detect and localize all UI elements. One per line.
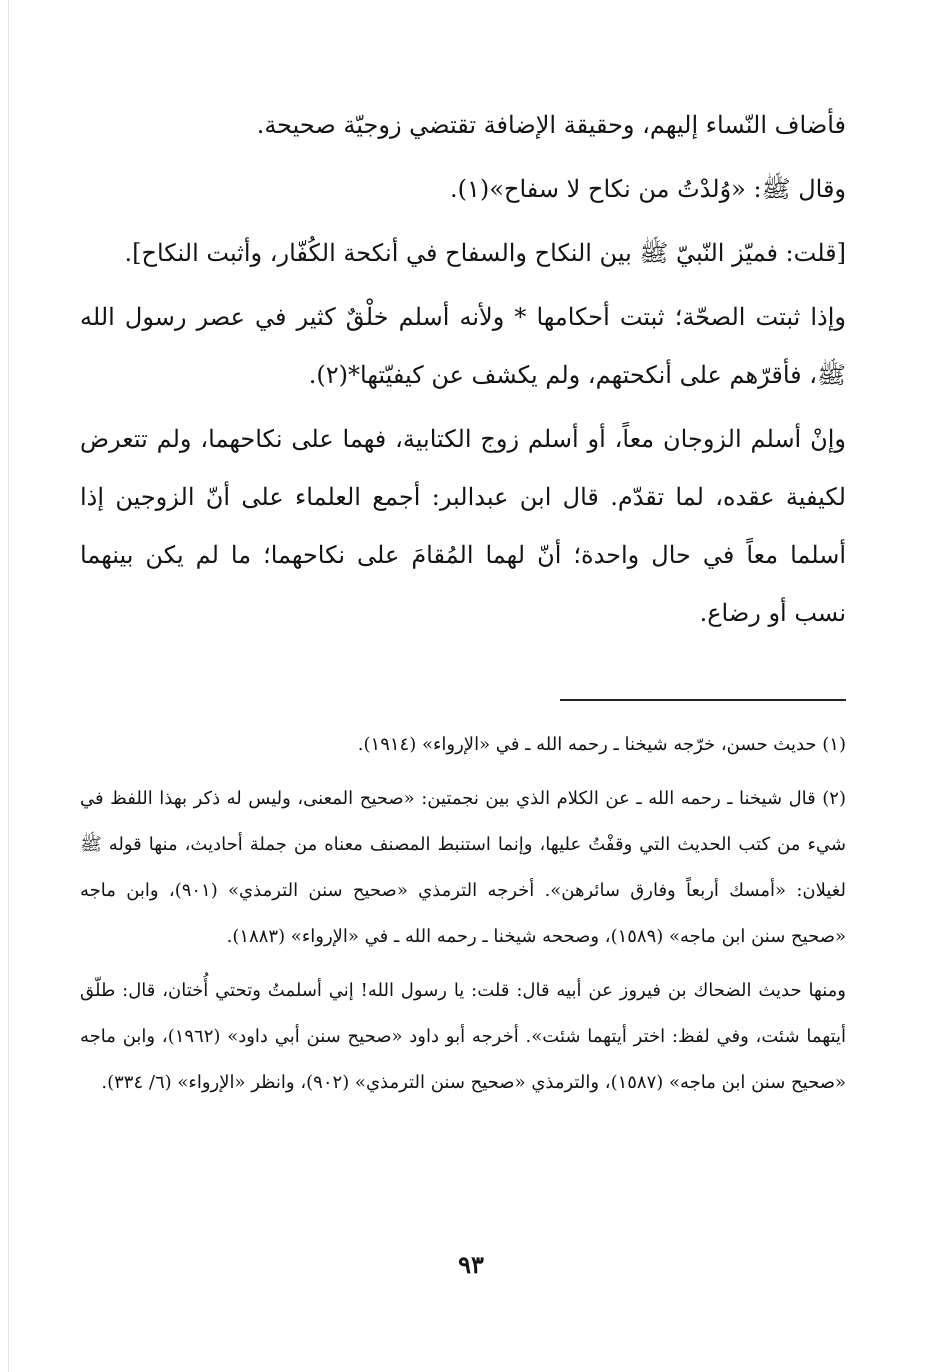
- page-number: ٩٣: [458, 1250, 484, 1279]
- footnote-1: (١) حديث حسن، خرّجه شيخنا ـ رحمه الله ـ في «الإرواء» (١٩١٤).: [357, 734, 846, 755]
- body-paragraph-5: وإنْ أسلم الزوجان معاً، أو أسلم زوج الكتابية، فهما على نكاحهما، ولم تتعرض لكيفية عقده، لما تقدّم. قال ابن عبدالبر: أجمع العلماء على أنّ الزوجين إذا أسلما معاً في حال واحدة؛ أنّ لهما المُقامَ على نكاحهما؛ ما لم يكن بينهما نسب أو رضاع.: [80, 425, 846, 627]
- page-spine-edge: [8, 0, 9, 1372]
- body-paragraph-4: وإذا ثبتت الصحّة؛ ثبتت أحكامها * ولأنه أسلم خلْقٌ كثير في عصر رسول الله ﷺ، فأقرّهم على أنكحتهم، ولم يكشف عن كيفيّتها*(٢).: [80, 303, 846, 389]
- footnote-2: (٢) قال شيخنا ـ رحمه الله ـ عن الكلام الذي بين نجمتين: «صحيح المعنى، وليس له ذكر بهذا اللفظ في شيء من كتب الحديث التي وقفْتُ عليها، وإنما استنبط المصنف معناه من جملة أحاديث، منها قوله ﷺ لغيلان: «أمسك أربعاً وفارق سائرهن». أخرجه الترمذي «صحيح سنن الترمذي» (٩٠١)، وابن ماجه «صحيح سنن ابن ماجه» (١٥٨٩)، وصححه شيخنا ـ رحمه الله ـ في «الإرواء» (١٨٨٣).: [80, 788, 846, 947]
- body-paragraph-1: فأضاف النّساء إليهم، وحقيقة الإضافة تقتضي زوجيّة صحيحة.: [256, 111, 846, 139]
- body-paragraph-3: [قلت: فميّز النّبيّ ﷺ بين النكاح والسفاح في أنكحة الكُفّار، وأثبت النكاح].: [124, 239, 846, 267]
- body-paragraph-2: وقال ﷺ: «وُلدْتُ من نكاح لا سفاح»(١).: [450, 175, 846, 203]
- footnotes: [80, 722, 846, 1114]
- footnote-2-continued: ومنها حديث الضحاك بن فيروز عن أبيه قال: قلت: يا رسول الله! إني أسلمتُ وتحتي أُختان، قال: طلّق أيتهما شئت، وفي لفظ: اختر أيتهما شئت». أخرجه أبو داود «صحيح سنن أبي داود» (١٩٦٢)، وابن ماجه «صحيح سنن ابن ماجه» (١٥٨٧)، والترمذي «صحيح سنن الترمذي» (٩٠٢)، وانظر «الإرواء» (٦/ ٣٣٤).: [80, 980, 846, 1093]
- main-text: [80, 96, 846, 648]
- footnote-separator: [560, 699, 846, 701]
